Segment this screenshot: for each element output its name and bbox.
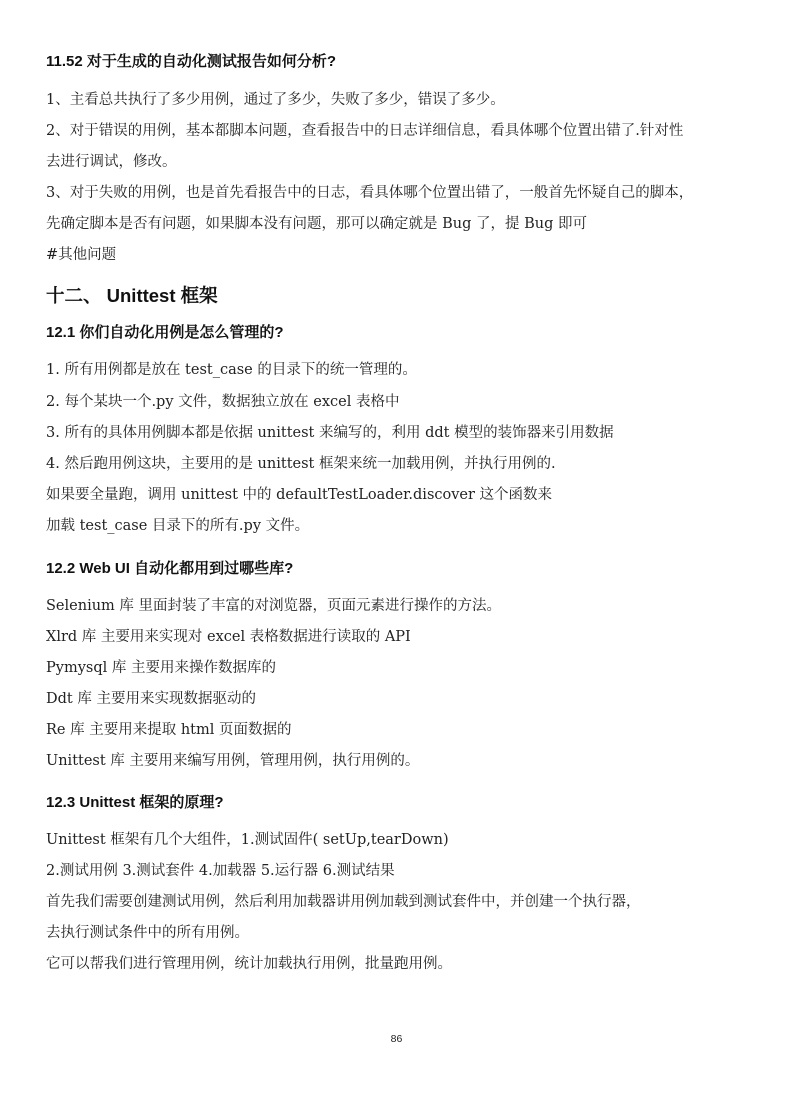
paragraph-line: 先确定脚本是否有问题，如果脚本没有问题，那可以确定就是 Bug 了，提 Bug 即可	[46, 216, 587, 232]
page-number: 86	[390, 1033, 403, 1045]
paragraph-line: 去执行测试条件中的所有用例。	[46, 925, 249, 941]
paragraph-line: 首先我们需要创建测试用例，然后利用加载器讲用例加载到测试套件中，并创建一个执行器，	[46, 894, 641, 910]
paragraph-line: #其他问题	[46, 247, 117, 263]
paragraph-line: Ddt 库 主要用来实现数据驱动的	[46, 691, 256, 707]
paragraph-line: 3. 所有的具体用例脚本都是依据 unittest 来编写的，利用 ddt 模型的装饰器来引用数据	[46, 425, 614, 441]
chapter-heading-12: 十二、 Unittest 框架	[46, 285, 218, 306]
paragraph-line: 2.测试用例 3.测试套件 4.加载器 5.运行器 6.测试结果	[46, 863, 395, 879]
paragraph-line: 加载 test_case 目录下的所有.py 文件。	[46, 518, 310, 534]
paragraph-line: 1、主看总共执行了多少用例，通过了多少，失败了多少，错误了多少。	[46, 92, 505, 108]
paragraph-line: 如果要全量跑，调用 unittest 中的 defaultTestLoader.discover 这个函数来	[46, 487, 553, 503]
paragraph-line: 它可以帮我们进行管理用例，统计加载执行用例，批量跑用例。	[46, 956, 452, 972]
section-heading-12-2: 12.2 Web UI 自动化都用到过哪些库?	[46, 560, 294, 577]
section-heading-12-1: 12.1 你们自动化用例是怎么管理的?	[46, 324, 284, 341]
paragraph-line: 3、对于失败的用例，也是首先看报告中的日志，看具体哪个位置出错了，一般首先怀疑自己的脚本，	[46, 185, 694, 201]
paragraph-line: Re 库 主要用来提取 html 页面数据的	[46, 722, 292, 738]
paragraph-line: 1. 所有用例都是放在 test_case 的目录下的统一管理的。	[46, 362, 417, 378]
paragraph-line: Unittest 框架有几个大组件，1.测试固件( setUp,tearDown)	[46, 832, 449, 848]
paragraph-line: 2. 每个某块一个.py 文件，数据独立放在 excel 表格中	[46, 394, 400, 410]
paragraph-line: 去进行调试，修改。	[46, 154, 177, 170]
paragraph-line: Pymysql 库 主要用来操作数据库的	[46, 660, 276, 676]
paragraph-line: Xlrd 库 主要用来实现对 excel 表格数据进行读取的 API	[46, 629, 411, 645]
paragraph-line: Selenium 库 里面封装了丰富的对浏览器，页面元素进行操作的方法。	[46, 598, 502, 614]
paragraph-line: 4. 然后跑用例这块，主要用的是 unittest 框架来统一加载用例，并执行用例的.	[46, 456, 556, 472]
paragraph-line: Unittest 库 主要用来编写用例，管理用例，执行用例的。	[46, 753, 420, 769]
paragraph-line: 2、对于错误的用例，基本都脚本问题，查看报告中的日志详细信息，看具体哪个位置出错了.针对性	[46, 123, 684, 139]
section-heading-12-3: 12.3 Unittest 框架的原理?	[46, 794, 224, 811]
section-heading-11-52: 11.52 对于生成的自动化测试报告如何分析?	[46, 53, 337, 70]
